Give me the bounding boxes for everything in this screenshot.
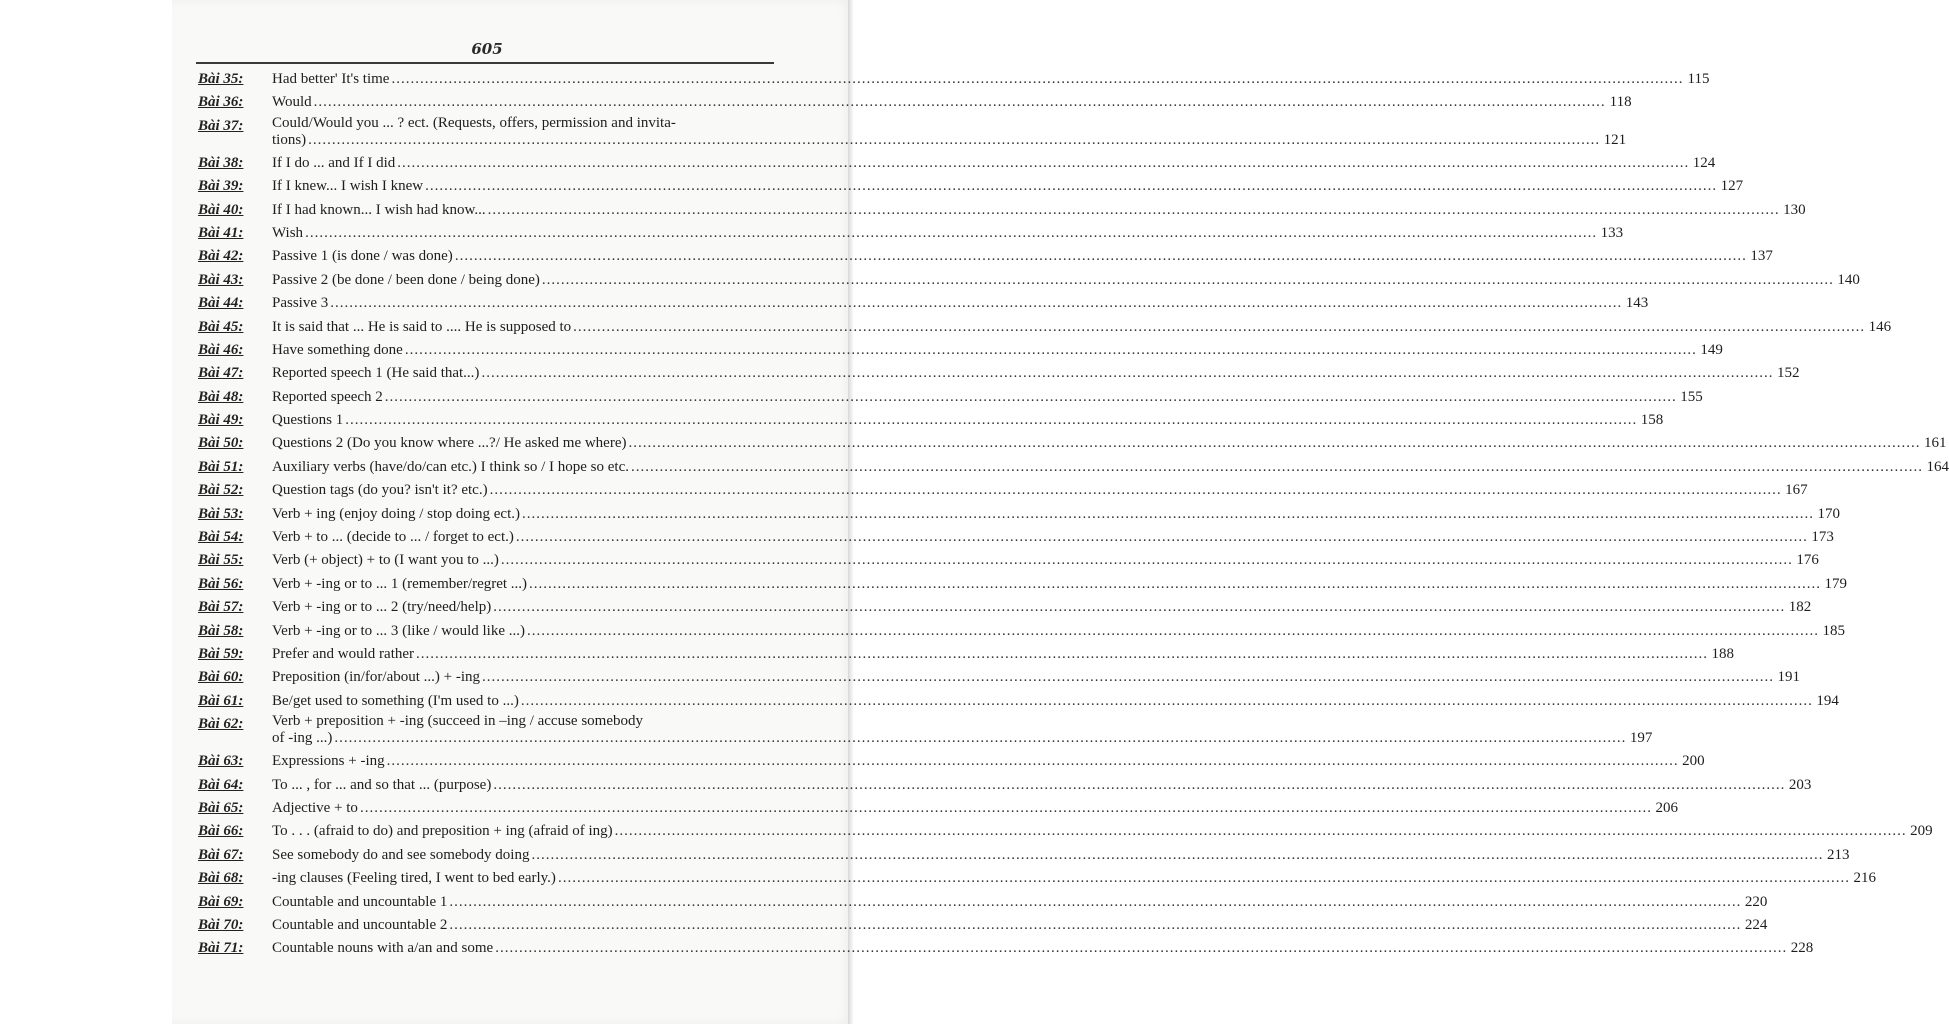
dot-leader — [521, 690, 1813, 713]
page-reference: 194 — [1816, 692, 1839, 709]
lesson-label: Bài 49: — [198, 412, 244, 429]
lesson-label: Bài 58: — [198, 622, 244, 639]
dot-leader — [334, 730, 1626, 747]
lesson-title: Verb + to ... (decide to ... / forget to ect.) — [272, 529, 514, 546]
page-reference: 143 — [1625, 295, 1649, 312]
page-reference: 170 — [1817, 505, 1841, 522]
dot-leader — [493, 774, 1785, 797]
dot-leader — [387, 750, 1679, 773]
lesson-title: Prefer and would rather — [272, 645, 415, 662]
toc-entry — [198, 114, 1627, 152]
toc-entry — [198, 820, 1933, 843]
lesson-title: If I do ... and If I did — [272, 154, 396, 171]
page-reference: 206 — [1655, 799, 1678, 816]
dot-leader — [573, 316, 1865, 339]
page-reference: 124 — [1692, 154, 1716, 171]
toc-entry — [198, 175, 1744, 198]
lesson-label: Bài 45: — [198, 318, 244, 335]
lesson-label: Bài 53: — [198, 505, 244, 522]
lesson-label: Bài 65: — [198, 799, 244, 816]
toc-entry — [198, 292, 1649, 315]
lesson-title: Expressions + -ing — [272, 753, 385, 770]
toc-entry — [198, 362, 1800, 385]
lesson-label: Bài 36: — [198, 94, 244, 111]
lesson-title: Have something done — [272, 341, 403, 358]
page-number: 605 — [471, 40, 503, 58]
page-reference: 137 — [1750, 248, 1773, 265]
lesson-title: Passive 3 — [272, 295, 329, 312]
lesson-title: Would — [272, 94, 312, 111]
lesson-label: Bài 57: — [198, 599, 244, 616]
dot-leader — [631, 456, 1923, 479]
dot-leader — [345, 409, 1637, 432]
lesson-label: Bài 64: — [198, 776, 244, 793]
lesson-label: Bài 66: — [198, 823, 244, 840]
lesson-title: Countable and uncountable 2 — [272, 916, 448, 933]
dot-leader — [527, 620, 1819, 643]
page-reference: 164 — [1926, 458, 1949, 475]
dot-leader — [495, 937, 1787, 960]
lesson-label: Bài 50: — [198, 435, 244, 452]
dot-leader — [501, 549, 1793, 572]
lesson-label: Bài 39: — [198, 178, 244, 195]
lesson-label: Bài 46: — [198, 341, 244, 358]
toc-entry — [198, 526, 1834, 549]
page-reference: 155 — [1680, 388, 1703, 405]
page-reference: 146 — [1868, 318, 1892, 335]
toc-entry — [198, 643, 1735, 666]
dot-leader — [449, 914, 1741, 937]
dot-leader — [629, 432, 1921, 455]
dot-leader — [542, 269, 1834, 292]
page-reference: 197 — [1629, 730, 1653, 747]
lesson-title: Had better' It's time — [272, 71, 390, 87]
lesson-label: Bài 41: — [198, 224, 244, 241]
dot-leader — [488, 199, 1780, 222]
lesson-title: Questions 2 (Do you know where ...?/ He asked me where) — [272, 435, 627, 452]
lesson-title: Reported speech 1 (He said that...) — [272, 365, 480, 382]
dot-leader — [308, 132, 1600, 149]
lesson-title: Be/get used to something (I'm used to ...) — [272, 692, 519, 709]
page-reference: 152 — [1776, 365, 1800, 382]
page-reference: 191 — [1777, 669, 1801, 686]
page-reference: 167 — [1785, 482, 1808, 499]
page-reference: 179 — [1824, 575, 1848, 592]
lesson-label: Bài 48: — [198, 388, 244, 405]
page-reference: 228 — [1790, 940, 1814, 957]
toc-entry — [198, 479, 1808, 502]
page-reference: 149 — [1700, 341, 1723, 358]
lesson-title-continued: of -ing ...) — [272, 730, 333, 747]
dot-leader — [385, 386, 1677, 409]
lesson-title-continued: tions) — [272, 131, 307, 148]
lesson-label: Bài 35: — [198, 71, 244, 87]
dot-leader — [305, 222, 1597, 245]
page-reference: 185 — [1822, 622, 1846, 639]
toc-entry — [198, 339, 1723, 362]
toc-entry — [198, 844, 1850, 867]
page-reference: 127 — [1720, 178, 1744, 195]
toc-entry — [198, 269, 1860, 292]
lesson-label: Bài 42: — [198, 248, 244, 265]
toc-entry — [198, 620, 1846, 643]
toc-entry — [198, 891, 1768, 914]
lesson-label: Bài 62: — [198, 716, 244, 733]
page-reference: 203 — [1788, 776, 1812, 793]
page-reference: 161 — [1924, 435, 1947, 452]
dot-leader — [522, 503, 1814, 526]
toc-entry — [198, 386, 1703, 409]
dot-leader — [416, 643, 1708, 666]
toc-entry — [198, 549, 1819, 572]
lesson-title: Countable and uncountable 1 — [272, 893, 448, 910]
dot-leader — [531, 844, 1823, 867]
dot-leader — [360, 797, 1652, 820]
toc-entry — [198, 456, 1949, 479]
lesson-label: Bài 56: — [198, 575, 244, 592]
toc-entry — [198, 68, 1710, 91]
lesson-title: Could/Would you ... ? ect. (Requests, offers, permission and invita- — [272, 114, 676, 131]
page-reference: 182 — [1788, 599, 1812, 616]
dot-leader — [558, 867, 1850, 890]
header-rule — [196, 62, 774, 64]
lesson-label: Bài 38: — [198, 154, 244, 171]
lesson-title: Passive 1 (is done / was done) — [272, 248, 453, 265]
lesson-title: Verb + -ing or to ... 1 (remember/regret ...) — [272, 575, 528, 592]
page-reference: 176 — [1796, 552, 1819, 569]
lesson-label: Bài 51: — [198, 458, 244, 475]
lesson-title: Adjective + to — [272, 799, 358, 816]
lesson-label: Bài 54: — [198, 529, 244, 546]
dot-leader — [615, 820, 1907, 843]
lesson-title: Wish — [272, 224, 304, 241]
dot-leader — [397, 152, 1689, 175]
lesson-label: Bài 60: — [198, 669, 244, 686]
toc-entry — [198, 316, 1892, 339]
lesson-title: Verb + -ing or to ... 3 (like / would like ...) — [272, 622, 526, 639]
lesson-title: Verb + preposition + -ing (succeed in –ing / accuse somebody — [272, 713, 643, 730]
lesson-title: Questions 1 — [272, 412, 344, 429]
toc-entry — [198, 914, 1768, 937]
page-reference: 140 — [1837, 271, 1860, 288]
lesson-label: Bài 70: — [198, 916, 244, 933]
dot-leader — [314, 91, 1606, 114]
toc-entry — [198, 713, 1653, 750]
dot-leader — [391, 68, 1683, 91]
toc-entry — [198, 937, 1814, 960]
dot-leader — [425, 175, 1717, 198]
toc-entry — [198, 432, 1947, 455]
lesson-label: Bài 43: — [198, 271, 244, 288]
page-reference: 220 — [1744, 893, 1768, 910]
lesson-label: Bài 63: — [198, 753, 244, 770]
lesson-title: Auxiliary verbs (have/do/can etc.) I think so / I hope so etc. — [272, 458, 629, 475]
toc-entry — [198, 222, 1624, 245]
toc-entry — [198, 152, 1716, 175]
toc-entry — [198, 867, 1876, 890]
lesson-title: Countable nouns with a/an and some — [272, 940, 494, 957]
lesson-title: Question tags (do you? isn't it? etc.) — [272, 482, 488, 499]
page-reference: 209 — [1910, 823, 1933, 840]
page-reference: 158 — [1640, 412, 1664, 429]
dot-leader — [529, 573, 1821, 596]
page-reference: 115 — [1687, 71, 1710, 87]
page-reference: 173 — [1811, 529, 1834, 546]
page-reference: 121 — [1603, 131, 1627, 148]
page-reference: 130 — [1783, 201, 1806, 218]
page-reference: 216 — [1853, 870, 1876, 887]
toc-entry — [198, 199, 1806, 222]
dot-leader — [482, 666, 1774, 689]
lesson-label: Bài 55: — [198, 552, 244, 569]
toc-entry — [198, 596, 1812, 619]
toc-entry — [198, 245, 1773, 268]
dot-leader — [330, 292, 1622, 315]
lesson-label: Bài 68: — [198, 870, 244, 887]
lesson-label: Bài 52: — [198, 482, 244, 499]
lesson-title: Preposition (in/for/about ...) + -ing — [272, 669, 481, 686]
toc-entry — [198, 503, 1841, 526]
lesson-title: See somebody do and see somebody doing — [272, 846, 530, 863]
page-reference: 224 — [1744, 916, 1768, 933]
table-of-contents — [198, 68, 1949, 961]
dot-leader — [405, 339, 1697, 362]
lesson-title: Verb (+ object) + to (I want you to ...) — [272, 552, 499, 569]
lesson-title: If I knew... I wish I knew — [272, 178, 424, 195]
lesson-title: Verb + -ing or to ... 2 (try/need/help) — [272, 599, 492, 616]
lesson-title: If I had known... I wish had know... — [272, 201, 486, 218]
page-reference: 133 — [1600, 224, 1624, 241]
page-reference: 200 — [1682, 753, 1705, 770]
toc-entry — [198, 750, 1705, 773]
page-reference: 118 — [1609, 94, 1632, 111]
dot-leader — [481, 362, 1773, 385]
dot-leader — [490, 479, 1782, 502]
toc-entry — [198, 797, 1678, 820]
lesson-label: Bài 59: — [198, 645, 244, 662]
dot-leader — [455, 245, 1747, 268]
toc-entry — [198, 690, 1839, 713]
lesson-label: Bài 47: — [198, 365, 244, 382]
lesson-title: -ing clauses (Feeling tired, I went to bed early.) — [272, 870, 556, 887]
lesson-title: Passive 2 (be done / been done / being done) — [272, 271, 540, 288]
lesson-label: Bài 40: — [198, 201, 244, 218]
lesson-title: It is said that ... He is said to .... He is supposed to — [272, 318, 572, 335]
toc-entry — [198, 573, 1848, 596]
lesson-label: Bài 69: — [198, 893, 244, 910]
toc-entry — [198, 409, 1664, 432]
lesson-label: Bài 37: — [198, 117, 244, 134]
dot-leader — [493, 596, 1785, 619]
lesson-title: To ... , for ... and so that ... (purpose) — [272, 776, 492, 793]
lesson-title: Reported speech 2 — [272, 388, 383, 405]
lesson-label: Bài 67: — [198, 846, 244, 863]
lesson-title: To . . . (afraid to do) and preposition + ing (afraid of ing) — [272, 823, 613, 840]
lesson-label: Bài 71: — [198, 940, 244, 957]
page-reference: 188 — [1711, 645, 1735, 662]
lesson-label: Bài 61: — [198, 692, 244, 709]
lesson-label: Bài 44: — [198, 295, 244, 312]
page-reference: 213 — [1826, 846, 1850, 863]
toc-entry — [198, 91, 1632, 114]
dot-leader — [516, 526, 1808, 549]
lesson-title: Verb + ing (enjoy doing / stop doing ect.) — [272, 505, 521, 522]
toc-entry — [198, 774, 1812, 797]
dot-leader — [449, 891, 1741, 914]
toc-entry — [198, 666, 1801, 689]
